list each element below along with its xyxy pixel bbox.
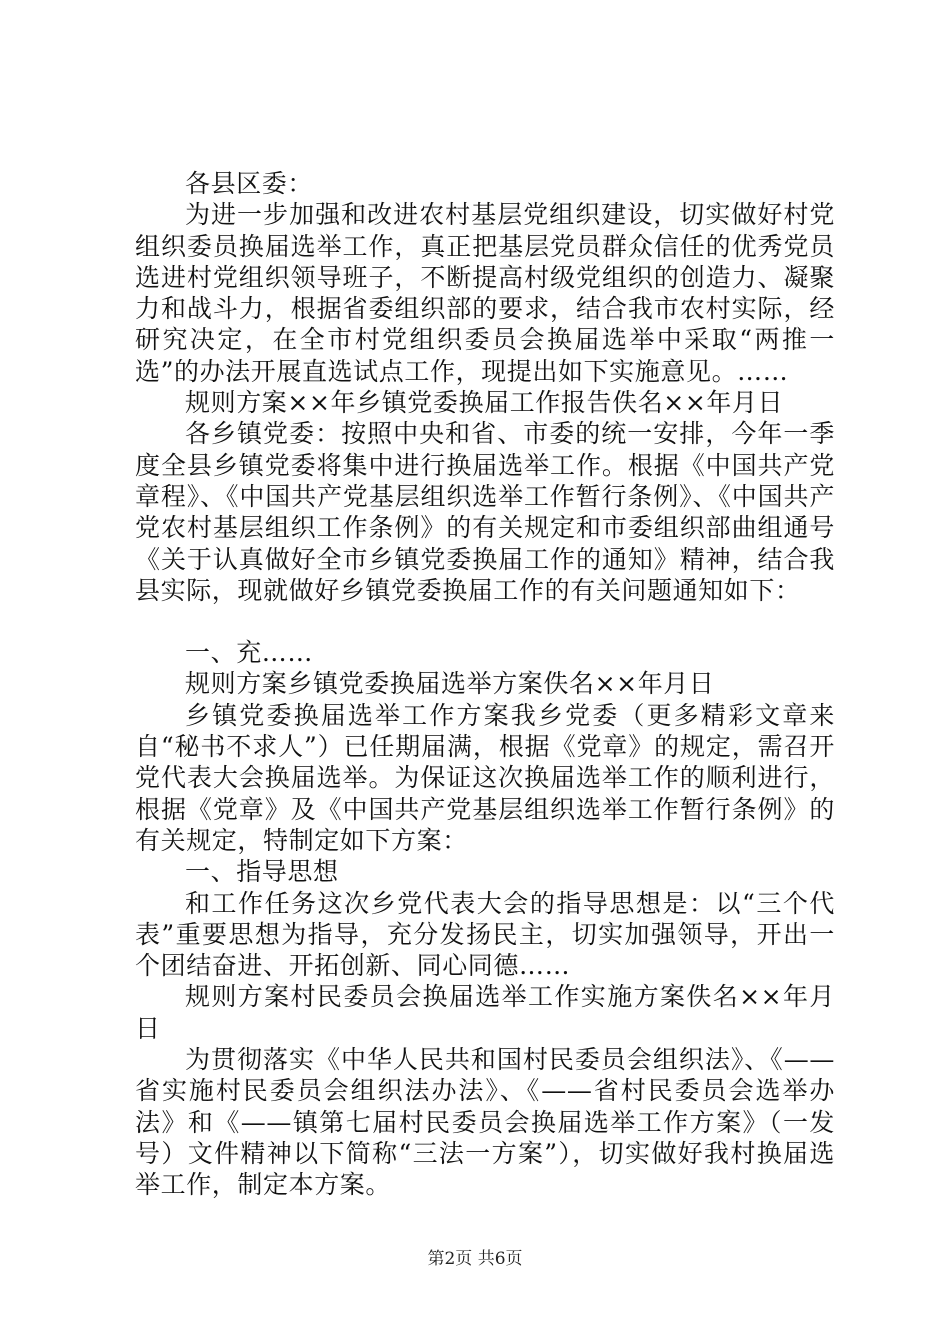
salutation: 各县区委：	[185, 169, 314, 198]
page-number: 第2页 共6页	[427, 1249, 523, 1269]
paragraph-title-report: 规则方案××年乡镇党委换届工作报告佚名××年月日	[185, 388, 784, 418]
paragraph-township-notice: 各乡镇党委：按照中央和省、市委的统一安排，今年一季度全县乡镇党委将集中进行换届选举工作。根据《中国共产党章程》、《中国共产党基层组织选举工作暂行条例》、《中国共产党农村基层组织工作条例》的有关规定和市委组织部曲组通号《关于认真做好全市乡镇党委换届工作的通知》精神，结合我县实际，现就做好乡镇党委换届工作的有关问题通知如下：	[135, 419, 835, 605]
paragraph-plan-body: 乡镇党委换届选举工作方案我乡党委（更多精彩文章来自“秘书不求人”）已任期届满，根据《党章》的规定，需召开党代表大会换届选举。为保证这次换届选举工作的顺利进行，根据《党章》及《中国共产党基层组织选举工作暂行条例》的有关规定，特制定如下方案：	[135, 700, 835, 855]
paragraph-title-village: 规则方案村民委员会换届选举工作实施方案佚名××年月日	[135, 982, 835, 1043]
paragraph-village-body: 为贯彻落实《中华人民共和国村民委员会组织法》、《——省实施村民委员会组织法办法》、《——省村民委员会选举办法》和《——镇第七届村民委员会换届选举工作方案》（一发号）文件精神以下简称“三法一方案”），切实做好我村换届选举工作，制定本方案。	[135, 1045, 835, 1200]
paragraph-title-plan: 规则方案乡镇党委换届选举方案佚名××年月日	[185, 669, 715, 699]
paragraph-intro: 为进一步加强和改进农村基层党组织建设，切实做好村党组织委员换届选举工作，真正把基层党员群众信任的优秀党员选进村党组织领导班子，不断提高村级党组织的创造力、凝聚力和战斗力，根据省委组织部的要求，结合我市农村实际，经研究决定，在全市村党组织委员会换届选举中采取“两推一选”的办法开展直选试点工作，现提出如下实施意见。……	[135, 200, 835, 386]
document-body	[135, 168, 835, 1201]
paragraph-guiding-heading: 一、指导思想	[185, 857, 339, 887]
paragraph-guiding-body: 和工作任务这次乡党代表大会的指导思想是：以“三个代表”重要思想为指导，充分发扬民主，切实加强领导，开出一个团结奋进、开拓创新、同心同德……	[135, 888, 835, 981]
paragraph-section-one: 一、充……	[185, 638, 314, 668]
